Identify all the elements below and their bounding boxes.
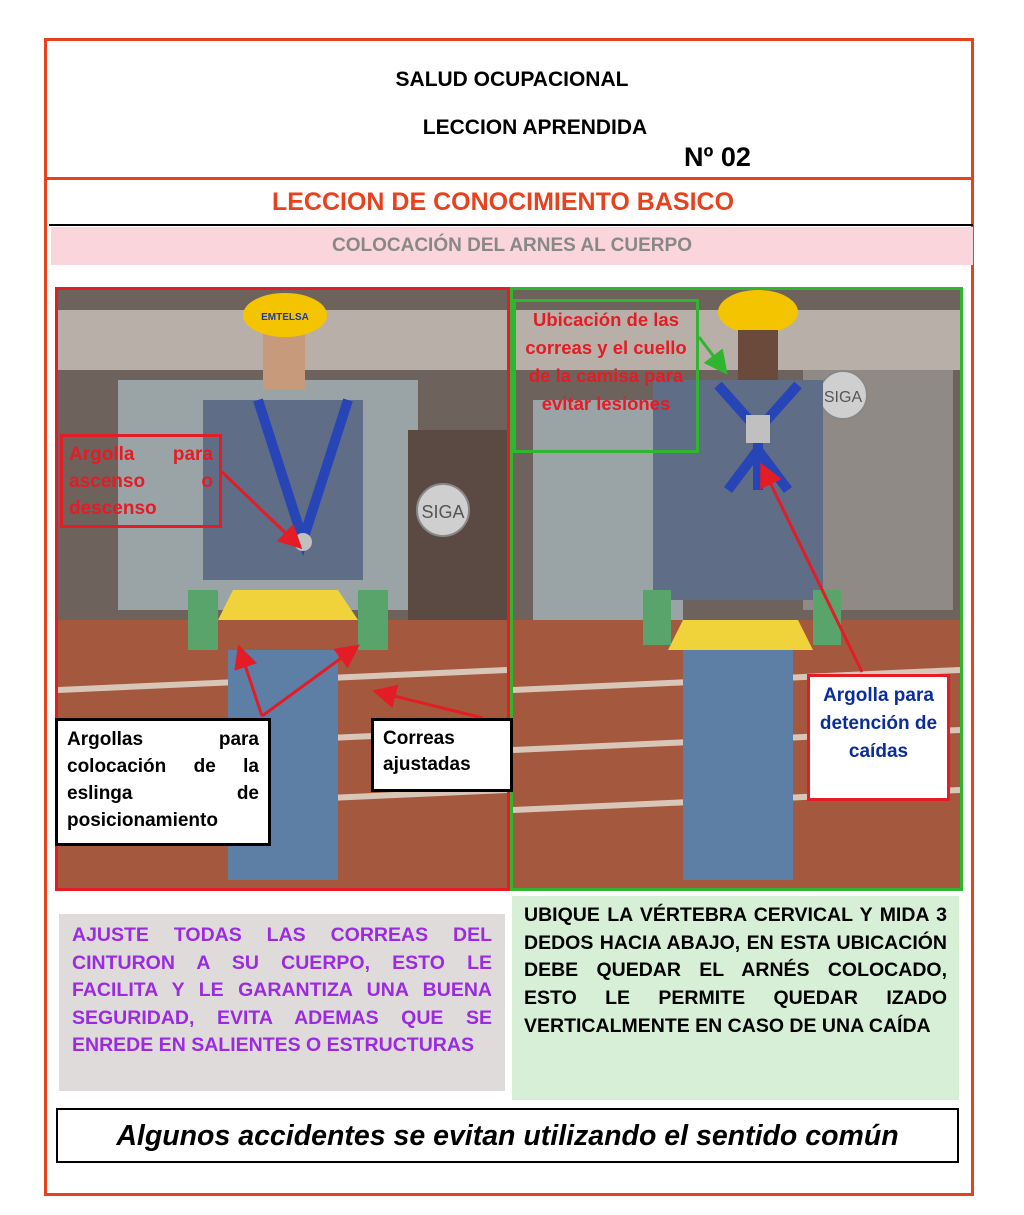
header-subtitle: LECCION APRENDIDA — [422, 116, 648, 139]
front-sign-text: SIGA — [421, 502, 465, 522]
callout-ascenso: Argolla para ascenso o descenso — [60, 434, 222, 528]
note-adjust-straps: AJUSTE TODAS LAS CORREAS DEL CINTURON A SU CUERPO, ESTO LE FACILITA Y LE GARANTIZA UNA BUENA SEGURIDAD, EVITA ADEMAS QUE SE ENREDE EN SALIENTES O ESTRUCTURAS — [59, 914, 505, 1091]
callout-eslinga-line: eslinga de — [67, 783, 259, 804]
section-divider — [49, 224, 973, 226]
callout-correas: Correas ajustadas — [371, 718, 513, 792]
footer-common-sense: Algunos accidentes se evitan utilizando el sentido común — [56, 1108, 959, 1163]
callout-eslinga-line: colocación de la — [67, 756, 259, 777]
note-cervical-position: UBIQUE LA VÉRTEBRA CERVICAL Y MIDA 3 DEDOS HACIA ABAJO, EN ESTA UBICACIÓN DEBE QUEDAR EL ARNÉS COLOCADO, ESTO LE PERMITE QUEDAR IZADO VERTICALMENTE EN CASO DE UNA CAÍDA — [512, 896, 959, 1100]
callout-ubicacion: Ubicación de las correas y el cuello de la camisa para evitar lesiones — [513, 299, 699, 453]
callout-detencion: Argolla para detención de caídas — [807, 674, 950, 801]
section-title: LECCION DE CONOCIMIENTO BASICO — [271, 188, 735, 216]
header-divider — [47, 177, 971, 180]
section-subtitle: COLOCACIÓN DEL ARNES AL CUERPO — [51, 227, 973, 265]
callout-eslinga-line: Argollas para — [67, 729, 259, 750]
header-title: SALUD OCUPACIONAL — [395, 68, 629, 91]
callout-eslinga-line: posicionamiento — [67, 810, 218, 831]
helmet-logo: EMTELSA — [261, 312, 309, 323]
callout-eslinga — [55, 718, 271, 846]
lesson-number: Nº 02 — [684, 142, 751, 172]
back-sign-text: SIGA — [823, 389, 863, 406]
